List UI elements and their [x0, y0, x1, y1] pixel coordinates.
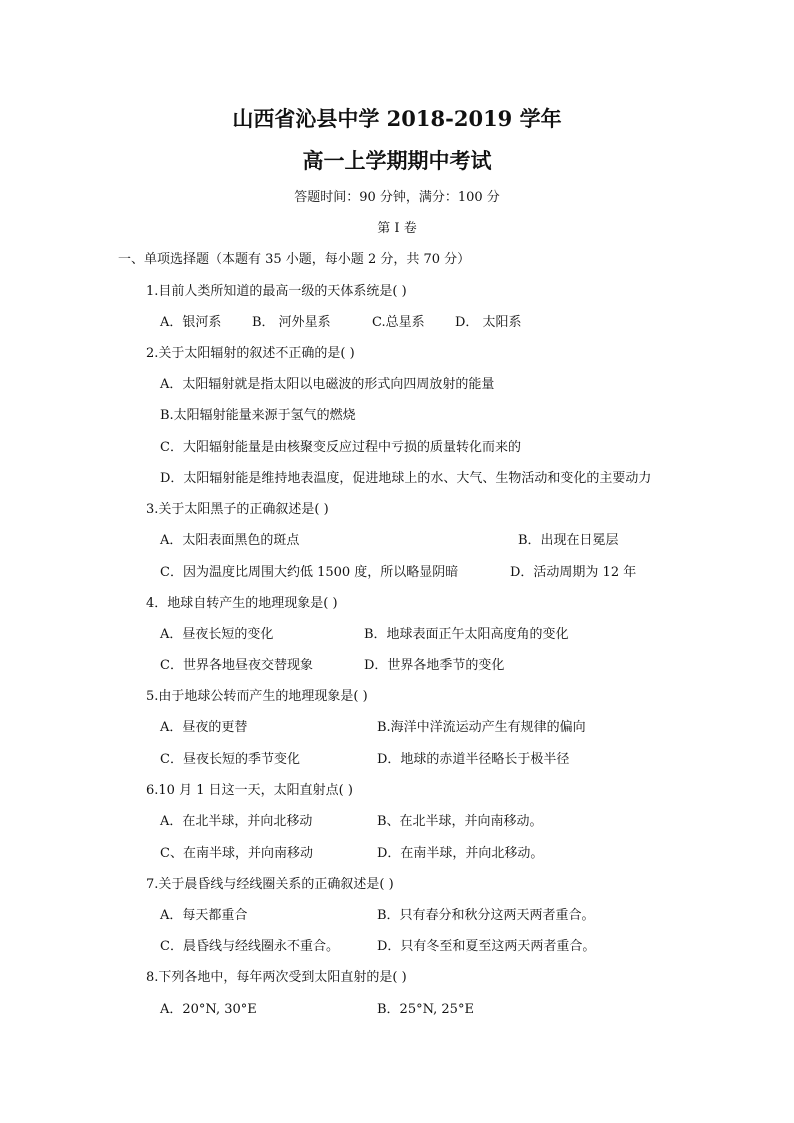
question-6-option-d: D．在南半球，并向北移动。: [377, 846, 544, 861]
question-5-option-d: D．地球的赤道半径略长于极半径: [377, 752, 570, 767]
question-8-option-b: B．25°N, 25°E: [377, 1002, 474, 1017]
question-7-option-c: C．晨昏线与经线圈永不重合。: [160, 939, 339, 954]
question-1-option-c: C.总星系: [372, 315, 425, 330]
question-1-option-d: D． 太阳系: [455, 315, 522, 330]
question-2-stem: 2.关于太阳辐射的叙述不正确的是( ): [146, 346, 355, 361]
volume-label: 第 I 卷: [377, 221, 417, 236]
question-1-option-a: A．银河系: [160, 315, 222, 330]
question-2-option-b: B.太阳辐射能量来源于氢气的燃烧: [160, 408, 356, 423]
question-4-option-c: C．世界各地昼夜交替现象: [160, 658, 313, 673]
question-2-option-d: D．太阳辐射能是维持地表温度，促进地球上的水、大气、生物活动和变化的主要动力: [160, 471, 652, 486]
question-4-option-d: D．世界各地季节的变化: [364, 658, 505, 673]
question-7-stem: 7.关于晨昏线与经线圈关系的正确叙述是( ): [146, 877, 394, 892]
question-7-option-b: B．只有春分和秋分这两天两者重合。: [377, 908, 595, 923]
question-3-option-d: D．活动周期为 12 年: [510, 565, 637, 580]
page-subtitle: 高一上学期期中考试: [302, 148, 492, 173]
question-3-stem: 3.关于太阳黑子的正确叙述是( ): [146, 502, 329, 517]
exam-info: 答题时间：90 分钟，满分：100 分: [294, 190, 500, 205]
page-title: 山西省沁县中学 2018-2019 学年: [232, 106, 562, 131]
question-3-option-a: A．太阳表面黑色的斑点: [160, 533, 300, 548]
question-6-option-c: C、在南半球，并向南移动: [160, 846, 313, 861]
question-3-option-c: C．因为温度比周围大约低 1500 度，所以略显阴暗: [160, 565, 459, 580]
question-7-option-d: D．只有冬至和夏至这两天两者重合。: [377, 939, 596, 954]
question-2-option-a: A．太阳辐射就是指太阳以电磁波的形式向四周放射的能量: [160, 377, 495, 392]
question-7-option-a: A．每天都重合: [160, 908, 248, 923]
question-4-stem: 4．地球自转产生的地理现象是( ): [146, 596, 338, 611]
question-2-option-c: C．大阳辐射能量是由核聚变反应过程中亏损的质量转化而来的: [160, 440, 521, 455]
question-1-stem: 1.目前人类所知道的最高一级的天体系统是( ): [146, 284, 407, 299]
question-8-stem: 8.下列各地中，每年两次受到太阳直射的是( ): [146, 970, 407, 985]
question-4-option-b: B．地球表面正午太阳高度角的变化: [364, 627, 569, 642]
question-5-option-a: A．昼夜的更替: [160, 720, 248, 735]
question-4-option-a: A．昼夜长短的变化: [160, 627, 274, 642]
question-6-stem: 6.10 月 1 日这一天，太阳直射点( ): [146, 783, 353, 798]
question-5-option-b: B.海洋中洋流运动产生有规律的偏向: [377, 720, 586, 735]
question-5-option-c: C．昼夜长短的季节变化: [160, 752, 300, 767]
question-6-option-b: B、在北半球，并向南移动。: [377, 814, 543, 829]
question-3-option-b: B．出现在日冕层: [518, 533, 619, 548]
question-5-stem: 5.由于地球公转而产生的地理现象是( ): [146, 689, 368, 704]
question-8-option-a: A．20°N, 30°E: [160, 1002, 257, 1017]
question-1-option-b: B． 河外星系: [252, 315, 331, 330]
question-6-option-a: A．在北半球，并向北移动: [160, 814, 313, 829]
section-heading: 一、单项选择题（本题有 35 小题，每小题 2 分，共 70 分）: [118, 252, 471, 267]
